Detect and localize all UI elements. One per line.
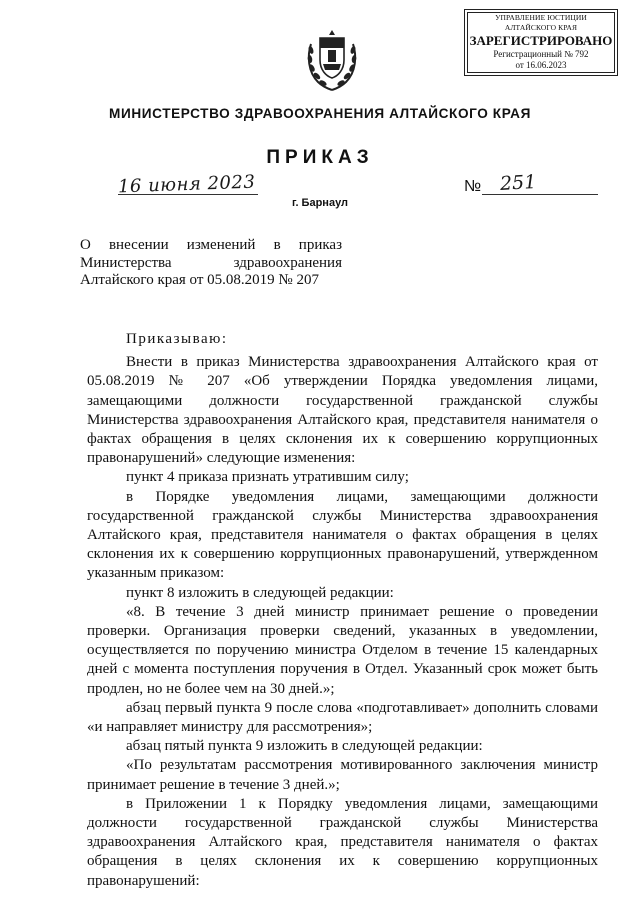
number-sign: № — [464, 178, 482, 195]
body-paragraph: пункт 4 приказа признать утратившим силу; — [126, 469, 409, 486]
coat-of-arms-icon — [305, 30, 359, 92]
document-type: ПРИКАЗ — [266, 147, 374, 168]
body-paragraph: абзац пятый пункта 9 изложить в следующей редакции: — [126, 738, 483, 755]
stamp-reg-number: Регистрационный № 792 — [493, 49, 589, 59]
order-opening: Приказываю: — [126, 331, 228, 347]
body-paragraph: в Приложении 1 к Порядку уведомления лицами, замещающими должности государственной гражданской службы Министерства здравоохранения Алтайского края, представителя нанимателя о фактах обращения в целях склонения их к совершению коррупционных правонарушений: — [87, 795, 598, 889]
registration-stamp-frame — [467, 12, 615, 73]
body-paragraph: в Порядке уведомления лицами, замещающими должности государственной гражданской службы Министерства здравоохранения Алтайского края, представителя нанимателя о фактах обращения в целях склонения их к совершению коррупционных правонарушений, утвержденном указанным приказом: — [87, 488, 598, 582]
order-body — [87, 330, 598, 891]
handwritten-number: 251 — [499, 171, 537, 195]
handwritten-date: 16 июня 2023 — [117, 171, 256, 198]
body-paragraph: абзац первый пункта 9 после слова «подготавливает» дополнить словами «и направляет министру для рассмотрения»; — [87, 699, 598, 736]
city: г. Барнаул — [291, 197, 349, 209]
number-underline — [482, 194, 598, 195]
body-paragraph: Внести в приказ Министерства здравоохранения Алтайского края от 05.08.2019 № 207 «Об утверждении Порядка уведомления лицами, замещающими должности государственной гражданской службы Министерства здравоохранения Алтайского края, представителя нанимателя о фактах обращения в целях склонения их к совершению коррупционных правонарушений» следующие изменения: — [87, 354, 598, 467]
body-paragraph: «По результатам рассмотрения мотивированного заключения министр принимает решение в течение 3 дней.»; — [87, 757, 598, 793]
body-paragraph: «8. В течение 3 дней министр принимает решение о проведении проверки. Организация проверки сведений, указанных в уведомлении, осуществляется по поручению министра Отделом в течение 15 календарных дней с момента поступления поручения в Отдел. Указанный срок может быть продлен, но не более чем на 30 дней.»; — [87, 603, 598, 697]
stamp-org-line2: АЛТАЙСКОГО КРАЯ — [504, 22, 578, 32]
body-paragraph: пункт 8 изложить в следующей редакции: — [126, 584, 394, 601]
date-underline — [118, 194, 258, 195]
stamp-title: ЗАРЕГИСТРИРОВАНО — [469, 33, 613, 48]
stamp-org-line1: УПРАВЛЕНИЕ ЮСТИЦИИ — [495, 13, 587, 22]
stamp-reg-date: от 16.06.2023 — [515, 59, 567, 70]
order-subject: О внесении изменений в приказ Министерства здравоохранения Алтайского края от 05.08.2019 № 207 — [80, 237, 342, 288]
registration-stamp — [464, 9, 618, 76]
ministry-name: МИНИСТЕРСТВО ЗДРАВООХРАНЕНИЯ АЛТАЙСКОГО КРАЯ — [109, 106, 531, 121]
